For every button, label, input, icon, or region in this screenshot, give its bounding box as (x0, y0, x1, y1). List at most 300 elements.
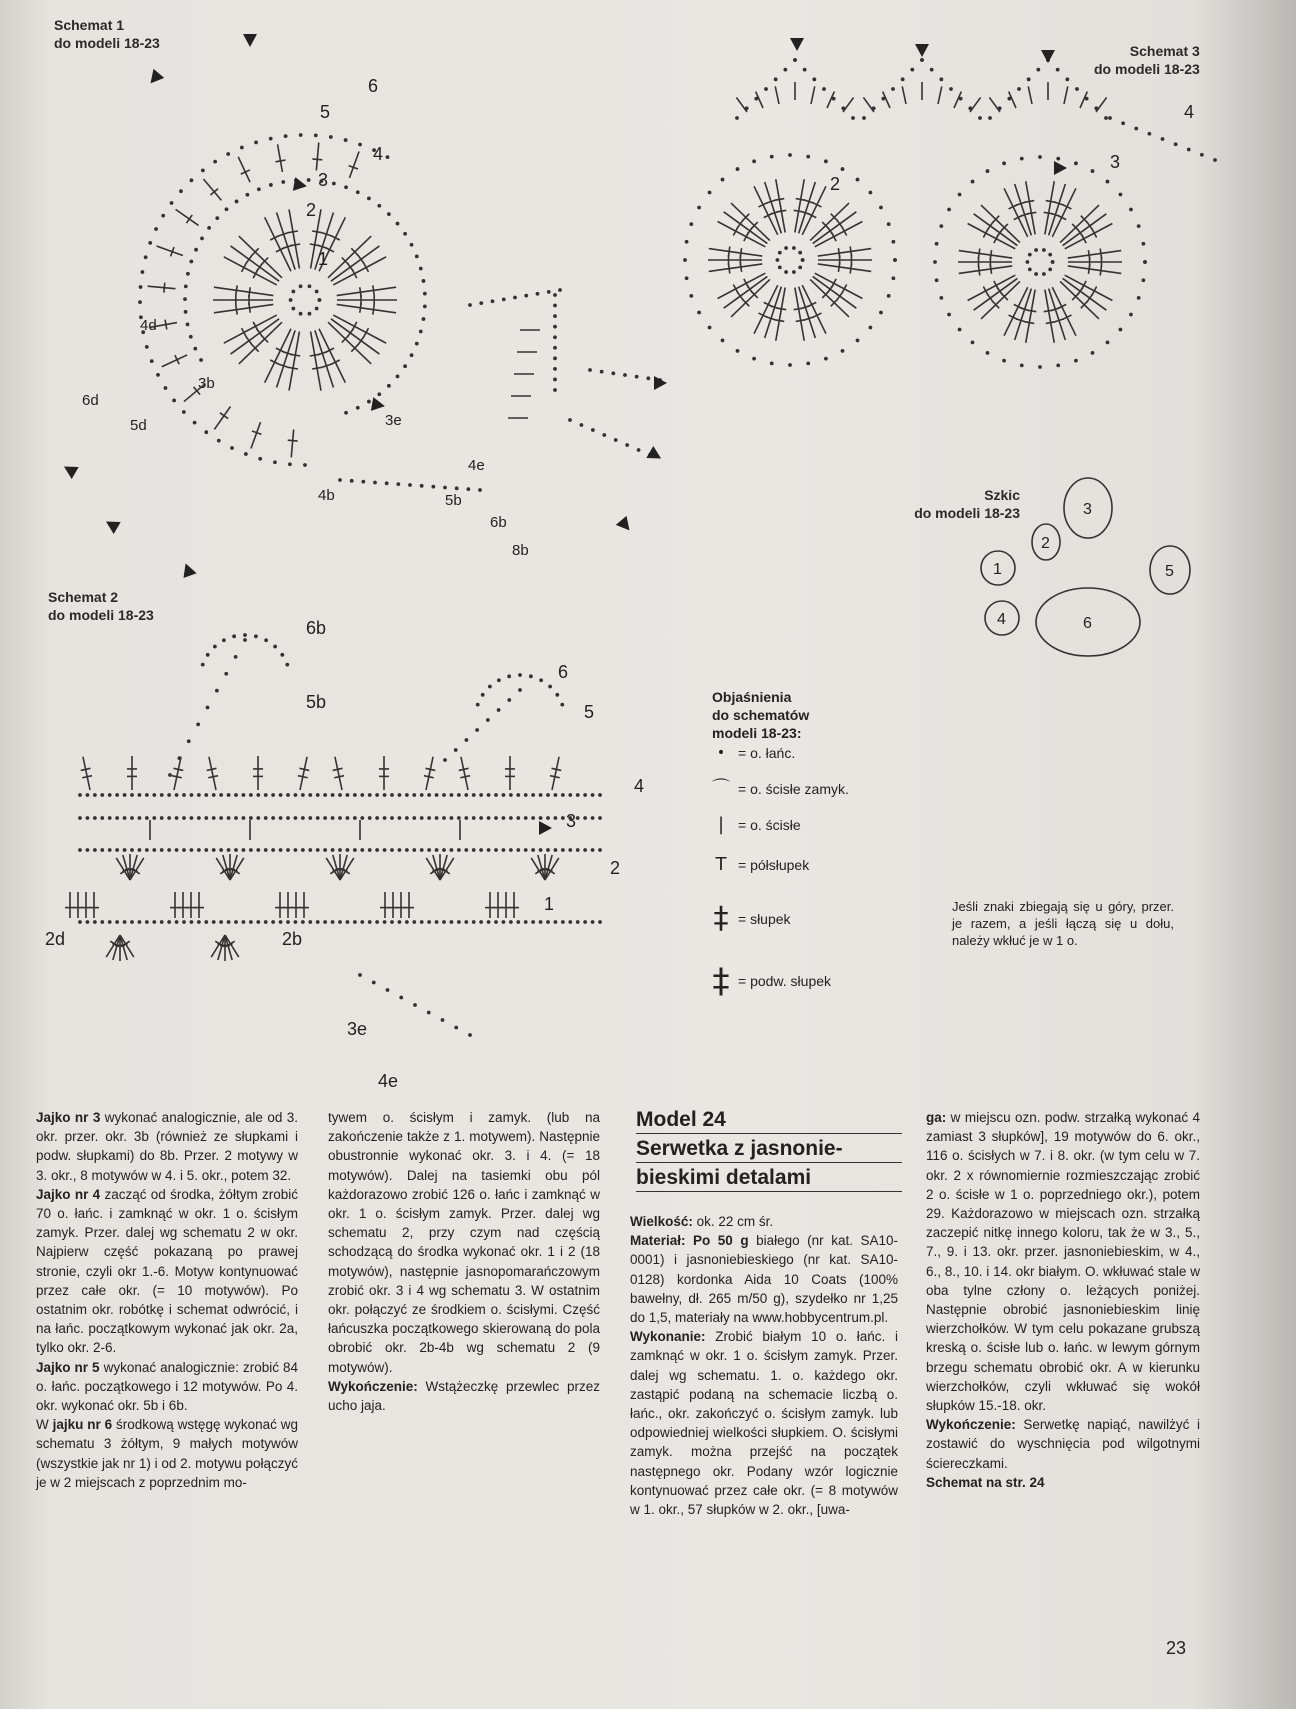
stitch-bar (288, 367, 298, 369)
chain-dot (536, 292, 540, 296)
arrow-marker (60, 460, 78, 479)
chain-dot (555, 693, 559, 697)
chain-dot (227, 793, 231, 797)
paragraph (630, 1327, 898, 1519)
chain-dot (1027, 77, 1031, 81)
chain-dot (100, 816, 104, 820)
chain-dot (115, 816, 119, 820)
chain-dot (291, 290, 295, 294)
chain-dot (368, 793, 372, 797)
chain-dot (242, 920, 246, 924)
chain-dot (419, 330, 423, 334)
chain-dot (318, 298, 322, 302)
chain-dot (412, 793, 416, 797)
chain-dot (206, 653, 210, 657)
chain-dot (793, 58, 797, 62)
chain-dot (487, 920, 491, 924)
chain-dot (242, 848, 246, 852)
stitch-line (337, 287, 396, 295)
paragraph (926, 1415, 1200, 1473)
chain-dot (152, 920, 156, 924)
stitch-bar (460, 776, 470, 778)
chain-dot (301, 848, 305, 852)
round-number: 5d (130, 417, 147, 434)
stitch-line (843, 97, 854, 112)
chain-dot (971, 341, 975, 345)
chain-dot (377, 204, 381, 208)
chain-dot (1042, 248, 1046, 252)
paragraph (36, 1108, 298, 1185)
chain-dot (264, 848, 268, 852)
chain-dot (368, 816, 372, 820)
chain-dot (301, 920, 305, 924)
chain-dot (130, 848, 134, 852)
stitch-line (130, 855, 137, 880)
chain-dot (145, 793, 149, 797)
stitch-bar (1024, 201, 1034, 203)
chain-dot (199, 358, 203, 362)
chain-dot (553, 304, 557, 308)
chain-dot (879, 206, 883, 210)
chain-dot (824, 159, 828, 163)
chain-dot (442, 848, 446, 852)
chain-dot (468, 1033, 472, 1037)
arrow-marker (145, 69, 164, 88)
chain-dot (591, 793, 595, 797)
chain-dot (939, 296, 943, 300)
chain-dot (1075, 87, 1079, 91)
chain-dot (234, 793, 238, 797)
chain-dot (385, 481, 389, 485)
chain-dot (204, 920, 208, 924)
stitch-bar (1046, 322, 1056, 324)
chain-dot (184, 310, 188, 314)
chain-dot (383, 848, 387, 852)
chain-dot (1056, 157, 1060, 161)
chain-dot (200, 237, 204, 241)
stitch-bar (1087, 294, 1093, 302)
chain-dot (140, 270, 144, 274)
chain-dot (303, 463, 307, 467)
round-number: 3e (385, 412, 402, 429)
chain-dot (539, 848, 543, 852)
chain-dot (115, 848, 119, 852)
chain-dot (201, 663, 205, 667)
schemat-3-diagram (683, 38, 1217, 369)
chain-dot (281, 180, 285, 184)
chain-dot (491, 299, 495, 303)
legend-item-text: = o. ścisłe (738, 817, 801, 833)
chain-dot (1017, 87, 1021, 91)
chain-dot (481, 693, 485, 697)
chain-dot (588, 368, 592, 372)
chain-dot (196, 722, 200, 726)
stitch-line (989, 97, 1000, 112)
chain-dot (243, 638, 247, 642)
stitch-line (337, 304, 396, 312)
bold-run: Jajko nr 5 (36, 1359, 100, 1375)
chain-dot (227, 920, 231, 924)
chain-dot (375, 793, 379, 797)
page-number: 23 (1166, 1638, 1187, 1658)
chain-dot (213, 160, 217, 164)
chain-dot (256, 793, 260, 797)
chain-dot (1038, 155, 1042, 159)
chain-dot (479, 793, 483, 797)
chain-dot (472, 793, 476, 797)
diagram-note: Jeśli znaki zbiegają się u góry, przer. je razem, a jeśli łączą się u dołu, należy wkłuć je w 1 o. (952, 899, 1174, 948)
chain-dot (308, 793, 312, 797)
stitch-line (278, 144, 283, 172)
stitch-line (123, 855, 130, 880)
chain-dot (774, 77, 778, 81)
chain-dot (568, 848, 572, 852)
chain-dot (412, 816, 416, 820)
stitch-bar (288, 231, 298, 233)
chain-dot (893, 258, 897, 262)
chain-dot (78, 816, 82, 820)
stitch-bar (373, 285, 374, 295)
chain-dot (249, 920, 253, 924)
chain-dot (338, 816, 342, 820)
chain-dot (405, 793, 409, 797)
stitch-bar (1046, 201, 1056, 203)
chain-dot (1187, 148, 1191, 152)
stitch-line (335, 757, 342, 790)
schemat-2-diagram (45, 618, 644, 1091)
chain-dot (583, 816, 587, 820)
chain-dot (443, 486, 447, 490)
chain-dot (356, 190, 360, 194)
chain-dot (851, 116, 855, 120)
chain-dot (279, 920, 283, 924)
chain-dot (204, 793, 208, 797)
chain-dot (869, 191, 873, 195)
paragraph (328, 1377, 600, 1415)
chain-dot (375, 816, 379, 820)
chain-dot (254, 634, 258, 638)
chain-dot (93, 793, 97, 797)
chain-dot (323, 848, 327, 852)
chain-dot (611, 371, 615, 375)
stitch-line (251, 422, 261, 448)
text-run: białego (nr kat. SA10-0001) i jasnoniebieskiego (nr kat. SA10-0128) kordonka Aida 10 Coats (100% bawełny, dł. 265 m/50 g), szydełko nr 1,25 do 1,5, materiały na www.hobbycentrum.pl. (630, 1233, 898, 1326)
chain-dot (435, 816, 439, 820)
stitch-line (83, 757, 90, 790)
stitch-bar (1044, 310, 1054, 312)
chain-dot (197, 816, 201, 820)
legend-item-text: = o. łańc. (738, 745, 796, 761)
chain-dot (108, 848, 112, 852)
chain-dot (390, 816, 394, 820)
chain-dot (1142, 242, 1146, 246)
chain-dot (450, 920, 454, 924)
chain-dot (1121, 121, 1125, 125)
stitch-bar (1087, 222, 1093, 230)
chain-dot (375, 848, 379, 852)
chain-dot (513, 296, 517, 300)
chain-dot (583, 848, 587, 852)
chain-dot (145, 345, 149, 349)
stitch-bar (276, 160, 286, 162)
chain-dot (167, 816, 171, 820)
schemat-2-title: Schemat 2 (48, 589, 119, 605)
chain-dot (410, 353, 414, 357)
chain-dot (331, 793, 335, 797)
round-number: 3b (198, 375, 215, 392)
text-run: Wstążeczkę przewlec przez ucho jaja. (328, 1378, 600, 1414)
chain-dot (368, 920, 372, 924)
chain-dot (841, 349, 845, 353)
chain-dot (986, 169, 990, 173)
chain-dot (466, 487, 470, 491)
chain-dot (234, 920, 238, 924)
chain-dot (284, 134, 288, 138)
chain-dot (189, 260, 193, 264)
chain-dot (770, 362, 774, 366)
stitch-line (709, 249, 762, 257)
chain-dot (130, 793, 134, 797)
legend-item-text: = słupek (738, 911, 791, 927)
legend-item-text: = półsłupek (738, 857, 810, 873)
chain-dot (86, 848, 90, 852)
chain-dot (413, 1003, 417, 1007)
chain-dot (958, 193, 962, 197)
chain-dot (547, 290, 551, 294)
chain-dot (553, 293, 557, 297)
stitch-line (311, 332, 321, 391)
chain-dot (822, 87, 826, 91)
chain-dot (294, 816, 298, 820)
chain-dot (130, 816, 134, 820)
chain-dot (213, 645, 217, 649)
stitch-bar (1100, 266, 1101, 276)
chain-dot (390, 920, 394, 924)
chain-dot (383, 920, 387, 924)
chain-dot (971, 180, 975, 184)
chain-dot (226, 152, 230, 156)
chain-dot (478, 488, 482, 492)
stitch-line (209, 757, 216, 790)
chain-dot (358, 973, 362, 977)
chain-dot (683, 258, 687, 262)
chain-dot (879, 311, 883, 315)
chain-dot (346, 920, 350, 924)
chain-dot (435, 920, 439, 924)
chain-dot (524, 848, 528, 852)
chain-dot (152, 848, 156, 852)
stitch-line (795, 288, 804, 341)
round-number: 8b (512, 542, 529, 559)
bold-run: jajku nr 6 (52, 1417, 113, 1433)
chain-dot (553, 388, 557, 392)
chain-dot (279, 793, 283, 797)
stitch-bar (1024, 322, 1034, 324)
chain-dot (323, 920, 327, 924)
chain-dot (783, 68, 787, 72)
chain-dot (784, 246, 788, 250)
stitch-line (230, 855, 237, 880)
chain-dot (161, 214, 165, 218)
schemat-3-subtitle: do modeli 18-23 (1094, 61, 1200, 77)
chain-dot (329, 135, 333, 139)
round-number: 1 (318, 249, 329, 269)
chain-dot (308, 848, 312, 852)
chain-dot (423, 292, 427, 296)
stitch-bar (978, 248, 979, 258)
chain-dot (315, 307, 319, 311)
chain-dot (1020, 157, 1024, 161)
chain-dot (289, 298, 293, 302)
stitch-bar (740, 248, 741, 258)
chain-dot (1108, 116, 1112, 120)
stitch-bar (290, 244, 300, 246)
chain-dot (476, 703, 480, 707)
stitch-line (1045, 181, 1054, 234)
stitch-line (120, 935, 127, 960)
chain-dot (561, 848, 565, 852)
chain-dot (230, 446, 234, 450)
chain-dot (279, 848, 283, 852)
chain-dot (887, 294, 891, 298)
chain-dot (502, 848, 506, 852)
stitch-line (289, 332, 299, 391)
chain-dot (497, 708, 501, 712)
chain-dot (398, 793, 402, 797)
stitch-line (709, 264, 762, 272)
chain-dot (778, 251, 782, 255)
szkic-sketch (981, 478, 1190, 656)
chain-dot (494, 920, 498, 924)
chain-dot (553, 356, 557, 360)
chain-dot (856, 339, 860, 343)
bold-run: Wykończenie: (328, 1378, 418, 1394)
paragraph (328, 1108, 600, 1377)
chain-dot (291, 307, 295, 311)
chain-dot (138, 920, 142, 924)
round-number: 4d (140, 317, 157, 334)
chain-dot (346, 848, 350, 852)
chain-dot (86, 793, 90, 797)
chain-dot (560, 703, 564, 707)
chain-dot (708, 191, 712, 195)
chain-dot (368, 848, 372, 852)
chain-dot (1104, 116, 1108, 120)
chain-dot (398, 920, 402, 924)
chain-dot (344, 411, 348, 415)
chain-dot (464, 848, 468, 852)
chain-dot (806, 155, 810, 159)
chain-dot (423, 304, 427, 308)
stitch-bar (728, 246, 729, 256)
stitch-bar (424, 776, 434, 778)
chain-dot (685, 240, 689, 244)
chain-dot (152, 816, 156, 820)
chain-dot (721, 339, 725, 343)
stitch-bar (207, 768, 217, 770)
chain-dot (138, 816, 142, 820)
chain-dot (405, 848, 409, 852)
chain-dot (600, 370, 604, 374)
chain-dot (591, 816, 595, 820)
chain-dot (123, 816, 127, 820)
chain-dot (138, 848, 142, 852)
text-column-2 (328, 1108, 600, 1415)
stitch-line (238, 157, 250, 182)
model-title-line: bieskimi detalami (636, 1166, 902, 1192)
chain-dot (212, 793, 216, 797)
legend-item (712, 961, 832, 1001)
chain-dot (187, 739, 191, 743)
stitch-bar (288, 440, 298, 441)
paragraph (926, 1473, 1200, 1492)
chain-dot (338, 920, 342, 924)
chain-dot (331, 920, 335, 924)
chain-dot (190, 178, 194, 182)
chain-dot (554, 848, 558, 852)
round-number: 6 (558, 662, 569, 682)
chain-dot (405, 816, 409, 820)
chain-dot (427, 1011, 431, 1015)
stitch-bar (978, 266, 979, 276)
chain-dot (204, 816, 208, 820)
stitch-line (736, 97, 747, 112)
stitch-bar (551, 768, 561, 770)
chain-dot (242, 793, 246, 797)
chain-dot (273, 645, 277, 649)
chain-dot (93, 816, 97, 820)
paragraph (36, 1415, 298, 1492)
chain-dot (1142, 278, 1146, 282)
chain-dot (509, 793, 513, 797)
stitch-line (426, 757, 433, 790)
chain-dot (576, 793, 580, 797)
stitch-line (795, 179, 804, 232)
chain-dot (373, 481, 377, 485)
chain-dot (1042, 272, 1046, 276)
chain-dot (442, 816, 446, 820)
chain-dot (264, 793, 268, 797)
chain-dot (487, 848, 491, 852)
chain-dot (1200, 153, 1204, 157)
chain-dot (598, 848, 602, 852)
chain-dot (184, 284, 188, 288)
paragraph (926, 1108, 1200, 1415)
chain-dot (887, 222, 891, 226)
chain-dot (242, 816, 246, 820)
stitch-line (775, 86, 779, 104)
stitch-bar (987, 294, 993, 302)
chain-dot (338, 478, 342, 482)
chain-dot (546, 793, 550, 797)
chain-dot (224, 672, 228, 676)
chain-dot (457, 920, 461, 924)
arrow-marker (539, 821, 552, 835)
chain-dot (1143, 260, 1147, 264)
chain-dot (553, 314, 557, 318)
chain-dot (442, 793, 446, 797)
chain-dot (299, 312, 303, 316)
stitch-bar (173, 768, 183, 770)
chain-dot (509, 920, 513, 924)
chain-dot (1091, 169, 1095, 173)
chain-dot (472, 920, 476, 924)
chain-dot (398, 848, 402, 852)
chain-dot (824, 357, 828, 361)
chain-dot (215, 216, 219, 220)
chain-dot (227, 848, 231, 852)
chain-dot (464, 793, 468, 797)
